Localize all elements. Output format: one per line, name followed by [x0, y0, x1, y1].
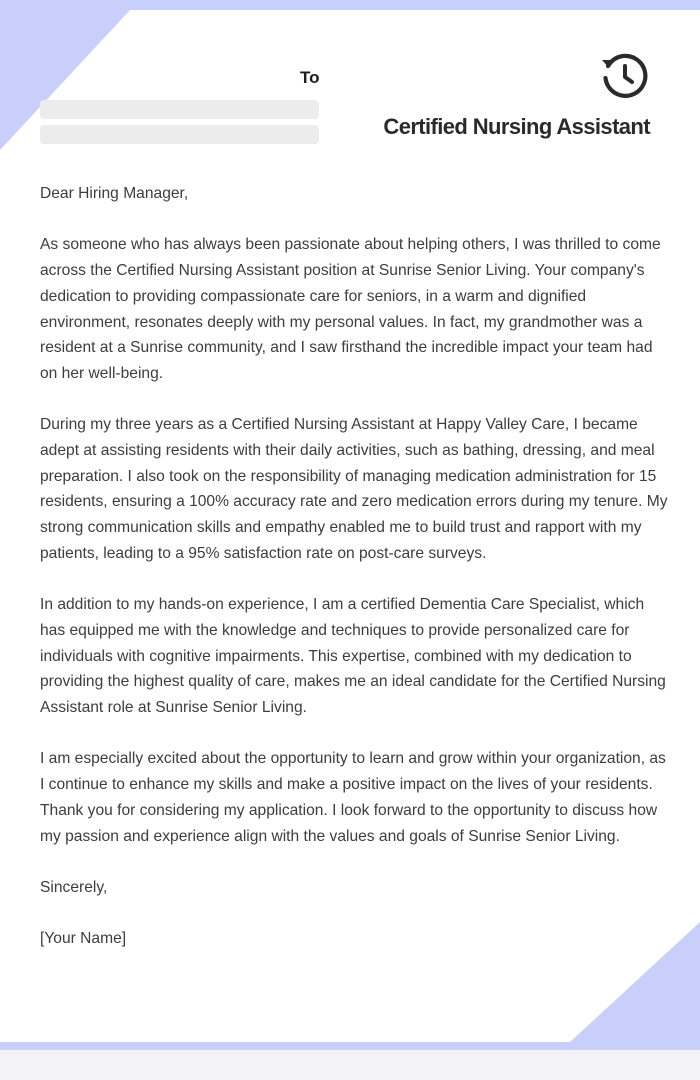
greeting: Dear Hiring Manager, — [40, 185, 189, 202]
document-title: Certified Nursing Assistant — [383, 114, 650, 139]
paragraph-3: In addition to my hands-on experience, I am a certified Dementia Care Specialist, which has equipped me with the knowledge and techniques to provide personalized care for individuals with cognitive impairments. This expertise, combined with my dedication to providing the highest quality of care, makes me an ideal candidate for the Certified Nursing Assistant role at Sunrise Senior Living. — [40, 596, 666, 717]
paragraph-4: I am especially excited about the opportunity to learn and grow within your organization, as I continue to enhance my skills and make a positive impact on the lives of your residents. Thank you for considering my application. I look forward to the opportunity to discuss how my passion and experience align with the values and goals of Sunrise Senior Living. — [40, 750, 666, 845]
paragraph-1: As someone who has always been passionate about helping others, I was thrilled to come across the Certified Nursing Assistant position at Sunrise Senior Living. Your company's dedication to providing compassionate care for seniors, in a warm and dignified environment, resonates deeply with my personal values. In fact, my grandmother was a resident at a Sunrise community, and I saw firsthand the incredible impact your team had on her well-being. — [40, 236, 661, 382]
signature: [Your Name] — [40, 930, 127, 948]
recipient-placeholder-line-2 — [40, 125, 319, 144]
closing: Sincerely, — [40, 878, 108, 896]
letter-sheet — [0, 10, 700, 1042]
recipient-placeholder-line-1 — [40, 100, 319, 119]
paragraph-2: During my three years as a Certified Nursing Assistant at Happy Valley Care, I became adept at assisting residents with their daily activities, such as bathing, dressing, and meal preparation. I also took on the responsibility of managing medication administration for 15 residents, ensuring a 100% accuracy rate and zero medication errors during my tenure. My strong communication skills and empathy enabled me to build trust and rapport with my patients, leading to a 95% satisfaction rate on post-care surveys. — [40, 416, 668, 562]
history-clock-icon — [600, 52, 650, 100]
letter-body — [40, 181, 668, 978]
recipient-label: To — [300, 68, 320, 87]
